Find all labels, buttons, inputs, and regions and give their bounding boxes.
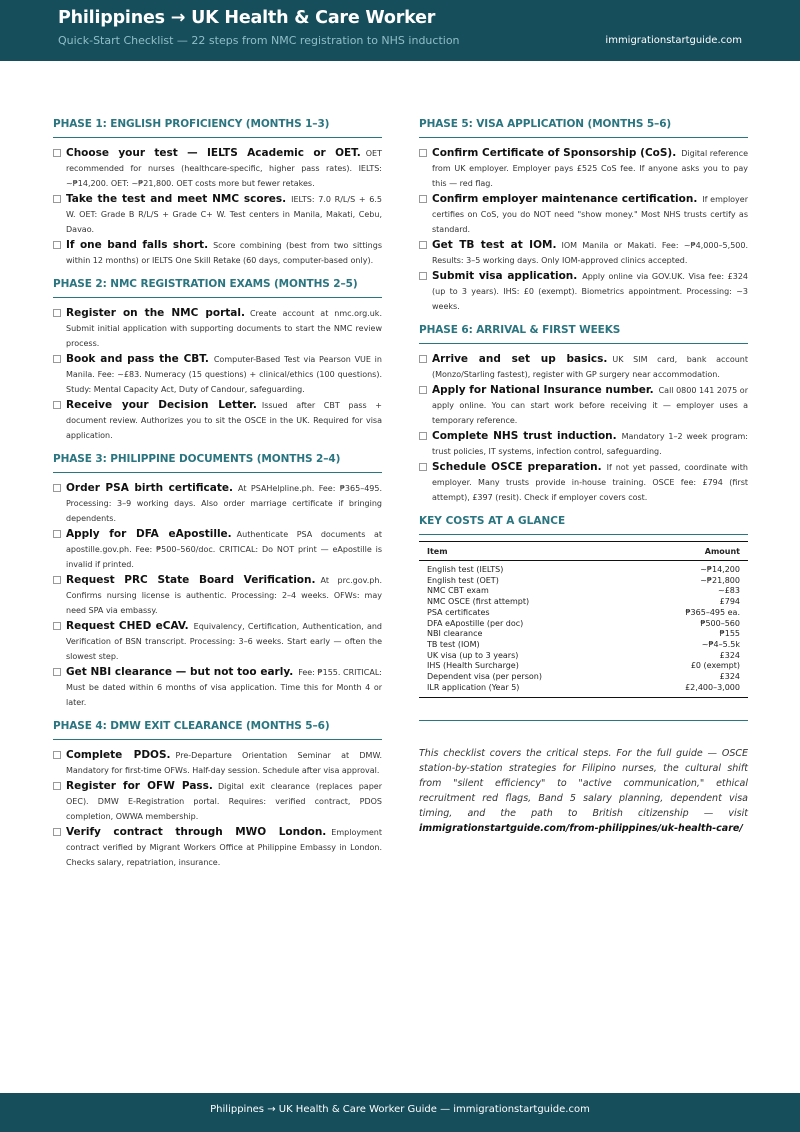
- costs-row: [419, 576, 748, 587]
- cost-amount: ~£83: [718, 586, 740, 596]
- checklist-item: [419, 269, 748, 314]
- costs-row: [419, 672, 748, 683]
- cost-amount: ~₱21,800: [700, 575, 740, 585]
- right-column: [419, 118, 748, 836]
- checkbox-icon[interactable]: [53, 782, 61, 790]
- checkbox-icon[interactable]: [53, 484, 61, 492]
- cost-amount: ₱155: [719, 629, 740, 639]
- checkbox-icon[interactable]: [53, 149, 61, 157]
- page-footer: Philippines → UK Health & Care Worker Guide — immigrationstartguide.com: [0, 1093, 800, 1132]
- checklist-item-text: Apply online via GOV.UK. Visa fee: £324 (up to 3 years). IHS: £0 (exempt). Biometrics appointment. Processing: ~3 weeks.: [432, 272, 748, 311]
- phase-heading: PHASE 6: ARRIVAL & FIRST WEEKS: [419, 324, 748, 344]
- checklist-item-title: Submit visa application.: [432, 270, 578, 282]
- costs-table: [419, 541, 748, 698]
- cost-amount: £324: [719, 672, 740, 682]
- cost-item: TB test (IOM): [427, 639, 480, 649]
- checklist-item: [53, 573, 382, 618]
- checklist-item: [53, 825, 382, 870]
- checklist-item-title: If one band falls short.: [66, 239, 209, 251]
- checklist-item: [53, 352, 382, 397]
- checkbox-icon[interactable]: [53, 576, 61, 584]
- phase-heading: PHASE 5: VISA APPLICATION (MONTHS 5–6): [419, 118, 748, 138]
- checklist-item-title: Confirm employer maintenance certification.: [432, 193, 698, 205]
- checkbox-icon[interactable]: [419, 149, 427, 157]
- checklist-item-text: Computer-Based Test via Pearson VUE in Manila. Fee: ~£83. Numeracy (15 questions) + clinical/ethics (100 questions). Study: Mental Capacity Act, Duty of Candour, safeguarding.: [66, 355, 382, 394]
- checkbox-icon[interactable]: [53, 751, 61, 759]
- checklist-item: [53, 779, 382, 824]
- checklist-item: [53, 146, 382, 191]
- checkbox-icon[interactable]: [419, 195, 427, 203]
- checkbox-icon[interactable]: [419, 432, 427, 440]
- checklist-item-title: Register on the NMC portal.: [66, 307, 245, 319]
- checkbox-icon[interactable]: [419, 463, 427, 471]
- costs-col-item: Item: [419, 542, 632, 561]
- checklist-item-text: Score combining (best from two sittings within 12 months) or IELTS One Skill Retake (60 days, computer-based only).: [66, 241, 382, 265]
- cost-item: NBI clearance: [427, 629, 483, 639]
- cost-item: ILR application (Year 5): [427, 682, 520, 692]
- phase-heading: PHASE 4: DMW EXIT CLEARANCE (MONTHS 5–6): [53, 720, 382, 740]
- checklist-item-title: Schedule OSCE preparation.: [432, 461, 602, 473]
- cost-item: IHS (Health Surcharge): [427, 661, 519, 671]
- costs-row: [419, 640, 748, 651]
- checkbox-icon[interactable]: [53, 309, 61, 317]
- checklist-item: [53, 481, 382, 526]
- cost-amount: £0 (exempt): [690, 661, 740, 671]
- checkbox-icon[interactable]: [53, 668, 61, 676]
- checklist-item-text: Pre-Departure Orientation Seminar at DMW. Mandatory for first-time OFWs. Half-day session. Schedule after visa approval.: [66, 751, 382, 775]
- checklist-item-text: Fee: ₱155. CRITICAL: Must be dated within 6 months of visa application. Time this for Month 4 or later.: [66, 668, 383, 707]
- checklist-item: [53, 306, 382, 351]
- checklist-item-title: Receive your Decision Letter.: [66, 399, 257, 411]
- checklist-item-title: Confirm Certificate of Sponsorship (CoS).: [432, 147, 677, 159]
- checklist-item-title: Choose your test — IELTS Academic or OET.: [66, 147, 361, 159]
- cost-amount: £2,400–3,000: [685, 682, 740, 692]
- divider: [419, 720, 748, 721]
- cost-item: UK visa (up to 3 years): [427, 650, 519, 660]
- checklist-item: [419, 192, 748, 237]
- checklist-item-title: Get TB test at IOM.: [432, 239, 557, 251]
- note-text: This checklist covers the critical steps. For the full guide — OSCE station-by-station strategies for Filipino nurses, the cultural shift from "silent efficiency" to "active communication," ethical recruitment red flags, Band 5 salary planning, dependent visa timing, and the path to British citizenship — visit: [419, 748, 748, 820]
- right-phases: [419, 118, 748, 505]
- cost-item: NMC OSCE (first attempt): [427, 597, 530, 607]
- checklist-item: [419, 238, 748, 268]
- checklist-item-title: Arrive and set up basics.: [432, 353, 608, 365]
- checklist-item-text: If employer certifies on CoS, you do NOT need "show money." Most NHS trusts certify as standard.: [432, 195, 749, 234]
- checklist-item: [53, 527, 382, 572]
- costs-row: [419, 586, 748, 597]
- checklist-item-text: Employment contract verified by Migrant Workers Office at Philippine Embassy in London. Checks salary, repatriation, insurance.: [66, 828, 382, 867]
- checklist-item-title: Request CHED eCAV.: [66, 620, 189, 632]
- checklist-item-text: Authenticate PSA documents at apostille.gov.ph. Fee: ₱500–560/doc. CRITICAL: Do NOT print — eApostille is invalid if printed.: [66, 530, 382, 569]
- checklist-item-title: Complete PDOS.: [66, 749, 171, 761]
- checkbox-icon[interactable]: [419, 355, 427, 363]
- checkbox-icon[interactable]: [53, 828, 61, 836]
- checkbox-icon[interactable]: [53, 622, 61, 630]
- phase-heading: PHASE 2: NMC REGISTRATION EXAMS (MONTHS 2–5): [53, 278, 382, 298]
- checklist-item-title: Book and pass the CBT.: [66, 353, 209, 365]
- checklist-item: [53, 665, 382, 710]
- checklist-item-title: Take the test and meet NMC scores.: [66, 193, 287, 205]
- checklist-item-text: UK SIM card, bank account (Monzo/Starling fastest), register with GP surgery near accommodation.: [432, 355, 748, 379]
- checklist-item-text: OET recommended for nurses (healthcare-specific, higher pass rates). IELTS: ~₱14,200. OET: ~₱21,800. OET costs more but fewer retakes.: [66, 149, 382, 188]
- cost-amount: ~₱14,200: [700, 565, 740, 574]
- checklist-item: [419, 429, 748, 459]
- checkbox-icon[interactable]: [53, 241, 61, 249]
- header-site-link[interactable]: immigrationstartguide.com: [605, 35, 742, 46]
- checklist-item-text: At prc.gov.ph. Confirms nursing license is authentic. Processing: 2–4 weeks. OFWs: may need SPA via embassy.: [66, 576, 383, 615]
- costs-row: [419, 661, 748, 672]
- checklist-item: [53, 748, 382, 778]
- cost-amount: £324: [719, 650, 740, 660]
- cost-amount: ~₱4–5.5k: [701, 639, 740, 649]
- checklist-item: [53, 619, 382, 664]
- checklist-item-title: Request PRC State Board Verification.: [66, 574, 316, 586]
- page-header: [0, 0, 800, 61]
- checklist-item-text: Issued after CBT pass + document review. Authorizes you to sit the OSCE in the UK. Required for visa application.: [66, 401, 382, 440]
- checklist-item-text: Equivalency, Certification, Authentication, and Verification of BSN transcript. Processing: 3–6 weeks. Start early — often the slowest step.: [66, 622, 382, 661]
- checklist-item-text: At PSAHelpline.ph. Fee: ₱365–495. Processing: 3–9 working days. Also order marriage certificate if bringing dependents.: [66, 484, 382, 523]
- checkbox-icon[interactable]: [53, 195, 61, 203]
- checklist-item: [53, 238, 382, 268]
- left-column: [53, 118, 382, 871]
- costs-row: [419, 629, 748, 640]
- checklist-item-title: Apply for National Insurance number.: [432, 384, 654, 396]
- costs-col-amount: Amount: [632, 542, 748, 561]
- checklist-item-title: Order PSA birth certificate.: [66, 482, 234, 494]
- costs-row: [419, 651, 748, 662]
- checkbox-icon[interactable]: [53, 401, 61, 409]
- checklist-item-title: Register for OFW Pass.: [66, 780, 213, 792]
- cost-item: English test (IELTS): [427, 565, 504, 574]
- checkbox-icon[interactable]: [53, 355, 61, 363]
- checklist-item-title: Apply for DFA eApostille.: [66, 528, 232, 540]
- checklist-item: [419, 383, 748, 428]
- checkbox-icon[interactable]: [419, 241, 427, 249]
- cost-item: NMC CBT exam: [427, 586, 489, 596]
- checklist-item: [419, 146, 748, 191]
- checklist-item-title: Get NBI clearance — but not too early.: [66, 666, 294, 678]
- phase-heading: PHASE 1: ENGLISH PROFICIENCY (MONTHS 1–3): [53, 118, 382, 138]
- checklist-item-text: If not yet passed, coordinate with employer. Many trusts provide in-house training. OSCE fee: £794 (first attempt), £397 (resit). Check if employer covers cost.: [432, 463, 748, 502]
- page-title: Philippines → UK Health & Care Worker: [58, 8, 436, 28]
- checklist-item-text: Digital reference from UK employer. Employer pays £525 CoS fee. If anyone asks you to pay this — red flag.: [432, 149, 749, 188]
- cost-amount: £794: [719, 597, 740, 607]
- phase-heading: PHASE 3: PHILIPPINE DOCUMENTS (MONTHS 2–4): [53, 453, 382, 473]
- cost-amount: ₱365–495 ea.: [685, 607, 740, 617]
- checklist-item-title: Complete NHS trust induction.: [432, 430, 617, 442]
- cost-amount: ₱500–560: [700, 618, 740, 628]
- closing-note: [419, 746, 748, 836]
- checklist-item-text: Create account at nmc.org.uk. Submit initial application with supporting documents to start the NMC review process.: [66, 309, 382, 348]
- checklist-item-title: Verify contract through MWO London.: [66, 826, 327, 838]
- checklist-item-text: IOM Manila or Makati. Fee: ~₱4,000–5,500. Results: 3–5 working days. Only IOM-approved clinics accepted.: [432, 241, 748, 265]
- cost-item: English test (OET): [427, 575, 499, 585]
- costs-row: [419, 608, 748, 619]
- checklist-item-text: Digital exit clearance (replaces paper OEC). DMW E-Registration portal. Requires: verified contract, PDOS completion, OWWA membership.: [66, 782, 382, 821]
- costs-body: [419, 561, 748, 698]
- page-subtitle: Quick-Start Checklist — 22 steps from NMC registration to NHS induction: [58, 34, 460, 47]
- checklist-item: [53, 192, 382, 237]
- cost-item: PSA certificates: [427, 607, 490, 617]
- checklist-item: [419, 352, 748, 382]
- checklist-item-text: Mandatory 1–2 week program: trust policies, IT systems, infection control, safeguarding.: [432, 432, 748, 456]
- costs-header-row: [419, 542, 748, 561]
- checkbox-icon[interactable]: [419, 272, 427, 280]
- costs-row: [419, 619, 748, 630]
- checklist-item-text: Call 0800 141 2075 or apply online. You can start work before receiving it — employer uses a temporary reference.: [432, 386, 748, 425]
- costs-row: [419, 561, 748, 576]
- checklist-item-text: IELTS: 7.0 R/L/S + 6.5 W. OET: Grade B R/L/S + Grade C+ W. Test centers in Manila, Makati, Cebu, Davao.: [66, 195, 382, 234]
- cost-item: Dependent visa (per person): [427, 672, 542, 682]
- checklist-item: [419, 460, 748, 505]
- costs-row: [419, 683, 748, 698]
- checklist-item: [53, 398, 382, 443]
- costs-heading: KEY COSTS AT A GLANCE: [419, 515, 748, 535]
- cost-item: DFA eApostille (per doc): [427, 618, 524, 628]
- costs-row: [419, 597, 748, 608]
- checkbox-icon[interactable]: [53, 530, 61, 538]
- checkbox-icon[interactable]: [419, 386, 427, 394]
- note-link[interactable]: immigrationstartguide.com/from-philippines/uk-health-care/: [419, 823, 743, 835]
